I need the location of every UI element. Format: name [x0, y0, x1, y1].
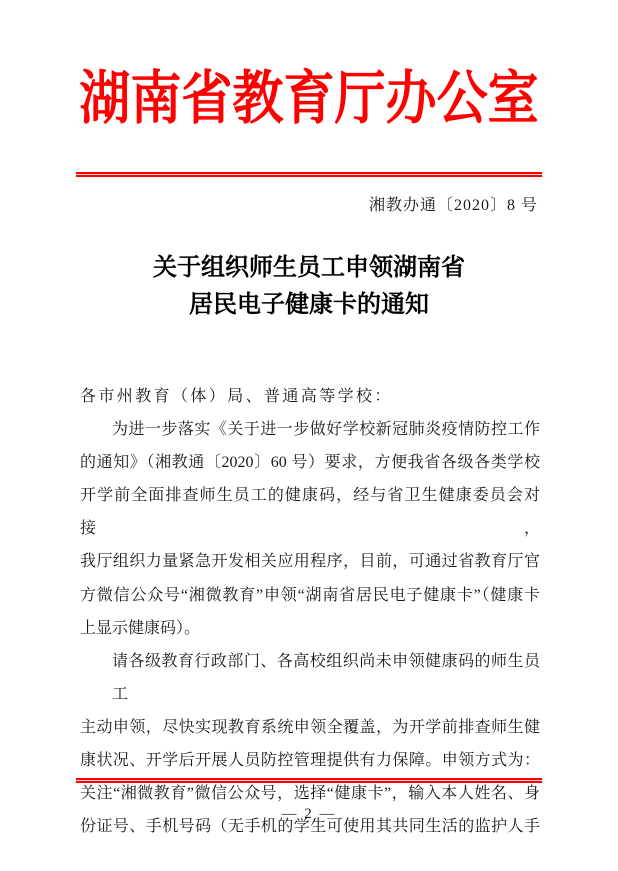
letterhead-org-title: 湖南省教育厅办公室 — [79, 66, 539, 131]
body-line: 份证号、手机号码（无手机的学生可使用其共同生活的监护人手 — [80, 818, 540, 836]
body-line: 的通知》（湘教通〔2020〕60 号）要求，方便我省各级各类学校 — [80, 454, 540, 472]
body-line: 主动申领，尽快实现教育系统申领全覆盖，为开学前排查师生健 — [80, 718, 540, 736]
footer-red-divider — [76, 778, 542, 783]
notice-title — [0, 250, 618, 324]
body-line: 请各级教育行政部门、各高校组织尚未申领健康码的师生员工 — [112, 652, 540, 703]
body-line: 关注“湘微教育”微信公众号，选择“健康卡”，输入本人姓名、身 — [80, 785, 540, 803]
body-line: 开学前全面排查师生员工的健康码，经与省卫生健康委员会对接， — [80, 487, 540, 538]
page-number: — 2 — — [281, 806, 337, 822]
body-line: 为进一步落实《关于进一步做好学校新冠肺炎疫情防控工作 — [112, 421, 540, 439]
notice-title-line1: 关于组织师生员工申领湖南省 — [153, 255, 465, 281]
body-line: 各市州教育（体）局、普通高等学校： — [80, 388, 393, 405]
body-line: 上显示健康码）。 — [80, 619, 201, 637]
document-body — [80, 380, 540, 843]
doc-reference-number: 湘教办通〔2020〕8 号 — [368, 197, 538, 214]
header-red-divider — [76, 172, 542, 177]
body-line: 康状况、开学后开展人员防控管理提供有力保障。申领方式为： — [80, 752, 540, 770]
body-line: 方微信公众号“湘微教育”申领“湖南省居民电子健康卡”（健康卡 — [80, 586, 540, 604]
body-line: 我厅组织力量紧急开发相关应用程序，目前，可通过省教育厅官 — [80, 553, 540, 571]
notice-title-line2: 居民电子健康卡的通知 — [189, 292, 429, 318]
